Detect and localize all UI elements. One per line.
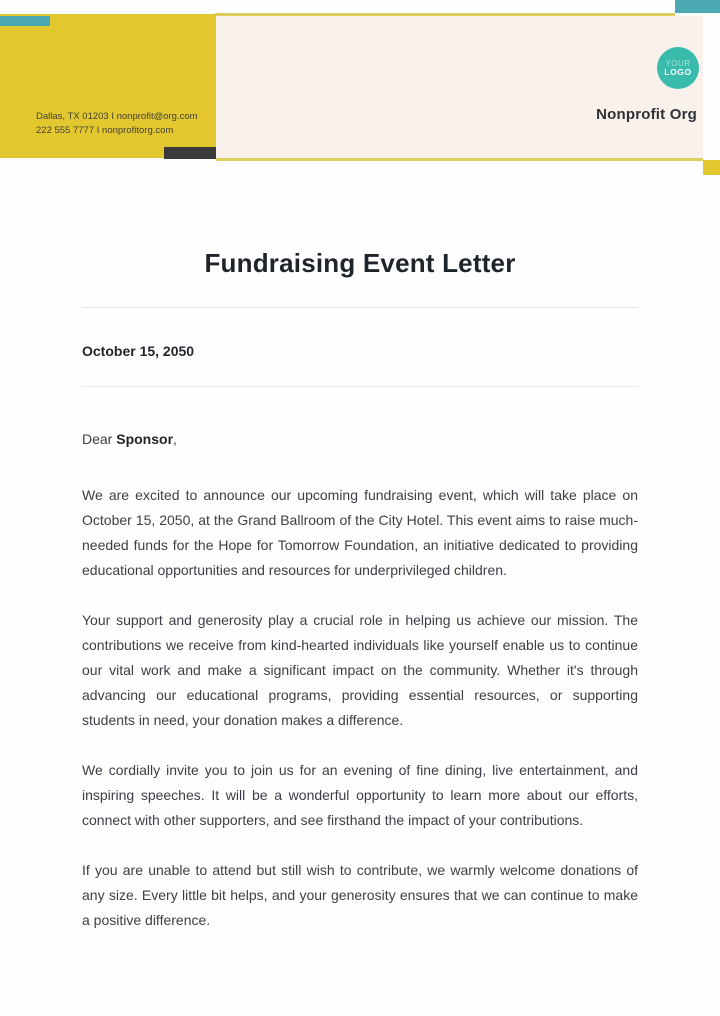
salutation-recipient: Sponsor (116, 431, 174, 447)
salutation-prefix: Dear (82, 431, 117, 447)
divider-top (82, 307, 638, 308)
divider-bottom (82, 386, 638, 387)
letter-body (82, 248, 638, 933)
teal-accent-top-right (675, 0, 720, 13)
logo-text-top: YOUR (665, 58, 691, 68)
your-logo-badge (657, 47, 699, 89)
salutation-suffix: , (173, 431, 177, 447)
paragraph-1: We are excited to announce our upcoming fundraising event, which will take place on October 15, 2050, at the Grand Ballroom of the City Hotel. This event aims to raise much-needed funds for the Hope for Tomorrow Foundation, an initiative dedicated to providing educational opportunities and resources for underprivileged children. (82, 487, 638, 578)
contact-line-1: Dallas, TX 01203 I nonprofit@org.com (36, 111, 198, 122)
letterhead-panel (216, 16, 703, 159)
letterhead (0, 0, 720, 180)
contact-info (36, 110, 198, 137)
paragraph-2: Your support and generosity play a crucial role in helping us achieve our mission. The contributions we receive from kind-hearted individuals like yourself enable us to continue our vital work and make a significant impact on the community. Whether it's through advancing our educational programs, providing essential resources, or supporting students in need, your donation makes a difference. (82, 612, 638, 728)
yellow-accent-line-bottom (216, 158, 703, 161)
page-title: Fundraising Event Letter (204, 248, 516, 278)
contact-line-2: 222 555 7777 I nonprofitorg.com (36, 124, 174, 136)
letter-date: October 15, 2050 (82, 343, 195, 359)
teal-accent-top-left (0, 16, 50, 26)
paragraph-4: If you are unable to attend but still wish to contribute, we warmly welcome donations of any size. Every little bit helps, and your generosity ensures that we can continue to make a positive difference. (82, 862, 638, 928)
salutation (82, 427, 638, 452)
org-name: Nonprofit Org (596, 106, 697, 123)
dark-accent-tab (164, 147, 216, 159)
yellow-corner-square (703, 160, 720, 175)
paragraph-3: We cordially invite you to join us for an evening of fine dining, live entertainment, and inspiring speeches. It will be a wonderful opportunity to learn more about our efforts, connect with other supporters, and see firsthand the impact of your contributions. (82, 762, 638, 828)
logo-text-bottom: LOGO (664, 66, 692, 77)
